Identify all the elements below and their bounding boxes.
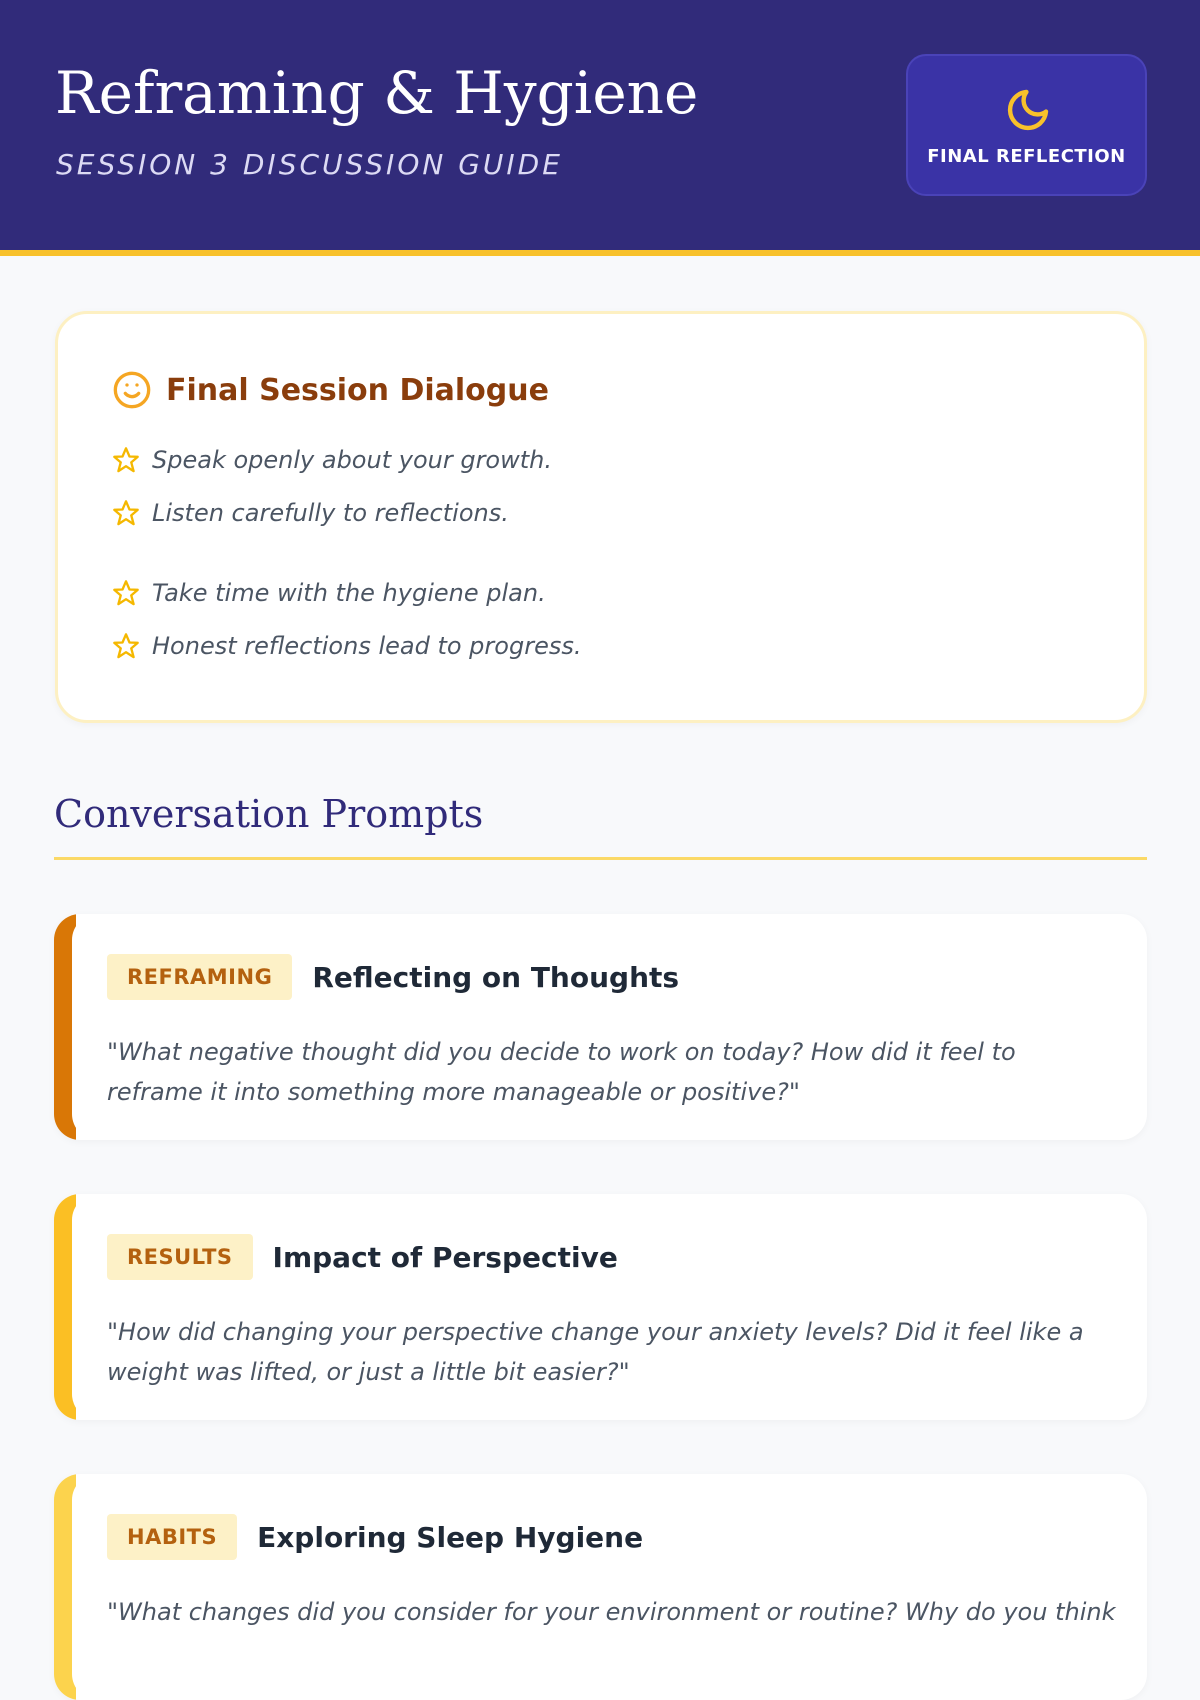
prompt-question: "What changes did you consider for your environment or routine? Why do you think: [107, 1598, 1116, 1626]
dialogue-title: Final Session Dialogue: [166, 372, 549, 408]
prompt-heading: Reflecting on Thoughts: [312, 960, 680, 994]
prompt-question: "What negative thought did you decide to work on today? How did it feel to reframe it into something more manageable or positive?": [107, 1038, 1016, 1106]
prompt-heading: Impact of Perspective: [272, 1240, 618, 1274]
star-icon: [112, 579, 140, 607]
section-divider: [54, 857, 1147, 860]
page-subtitle: SESSION 3 DISCUSSION GUIDE: [56, 148, 563, 181]
section-title: Conversation Prompts: [54, 792, 484, 836]
prompt-card: [54, 914, 1147, 1140]
dialogue-heading: [112, 370, 549, 410]
tip-text: Take time with the hygiene plan.: [152, 579, 546, 607]
prompt-question: "How did changing your perspective change your anxiety levels? Did it feel like a weight was lifted, or just a little bit easier?": [107, 1318, 1084, 1386]
prompt-header: [107, 954, 679, 1000]
prompt-card: [54, 1474, 1147, 1700]
prompt-header: [107, 1234, 618, 1280]
prompt-tag: RESULTS: [107, 1234, 253, 1280]
tip-text: Honest reflections lead to progress.: [152, 632, 582, 660]
prompt-header: [107, 1514, 643, 1560]
final-reflection-badge: [906, 54, 1147, 196]
tip-item: [112, 446, 552, 474]
page-header: [0, 0, 1200, 256]
tip-item: [112, 499, 509, 527]
prompt-card: [54, 1194, 1147, 1420]
prompt-heading: Exploring Sleep Hygiene: [257, 1520, 644, 1554]
tip-item: [112, 632, 581, 660]
tip-text: Speak openly about your growth.: [152, 446, 552, 474]
badge-label: FINAL REFLECTION: [927, 146, 1126, 167]
dialogue-card: [55, 311, 1147, 723]
star-icon: [112, 499, 140, 527]
star-icon: [112, 632, 140, 660]
tip-item: [112, 579, 546, 607]
moon-icon: [1004, 86, 1052, 134]
tip-text: Listen carefully to reflections.: [152, 499, 509, 527]
star-icon: [112, 446, 140, 474]
prompt-tag: REFRAMING: [107, 954, 292, 1000]
smile-icon: [112, 370, 152, 410]
prompt-tag: HABITS: [107, 1514, 237, 1560]
page-title: Reframing & Hygiene: [55, 59, 699, 127]
